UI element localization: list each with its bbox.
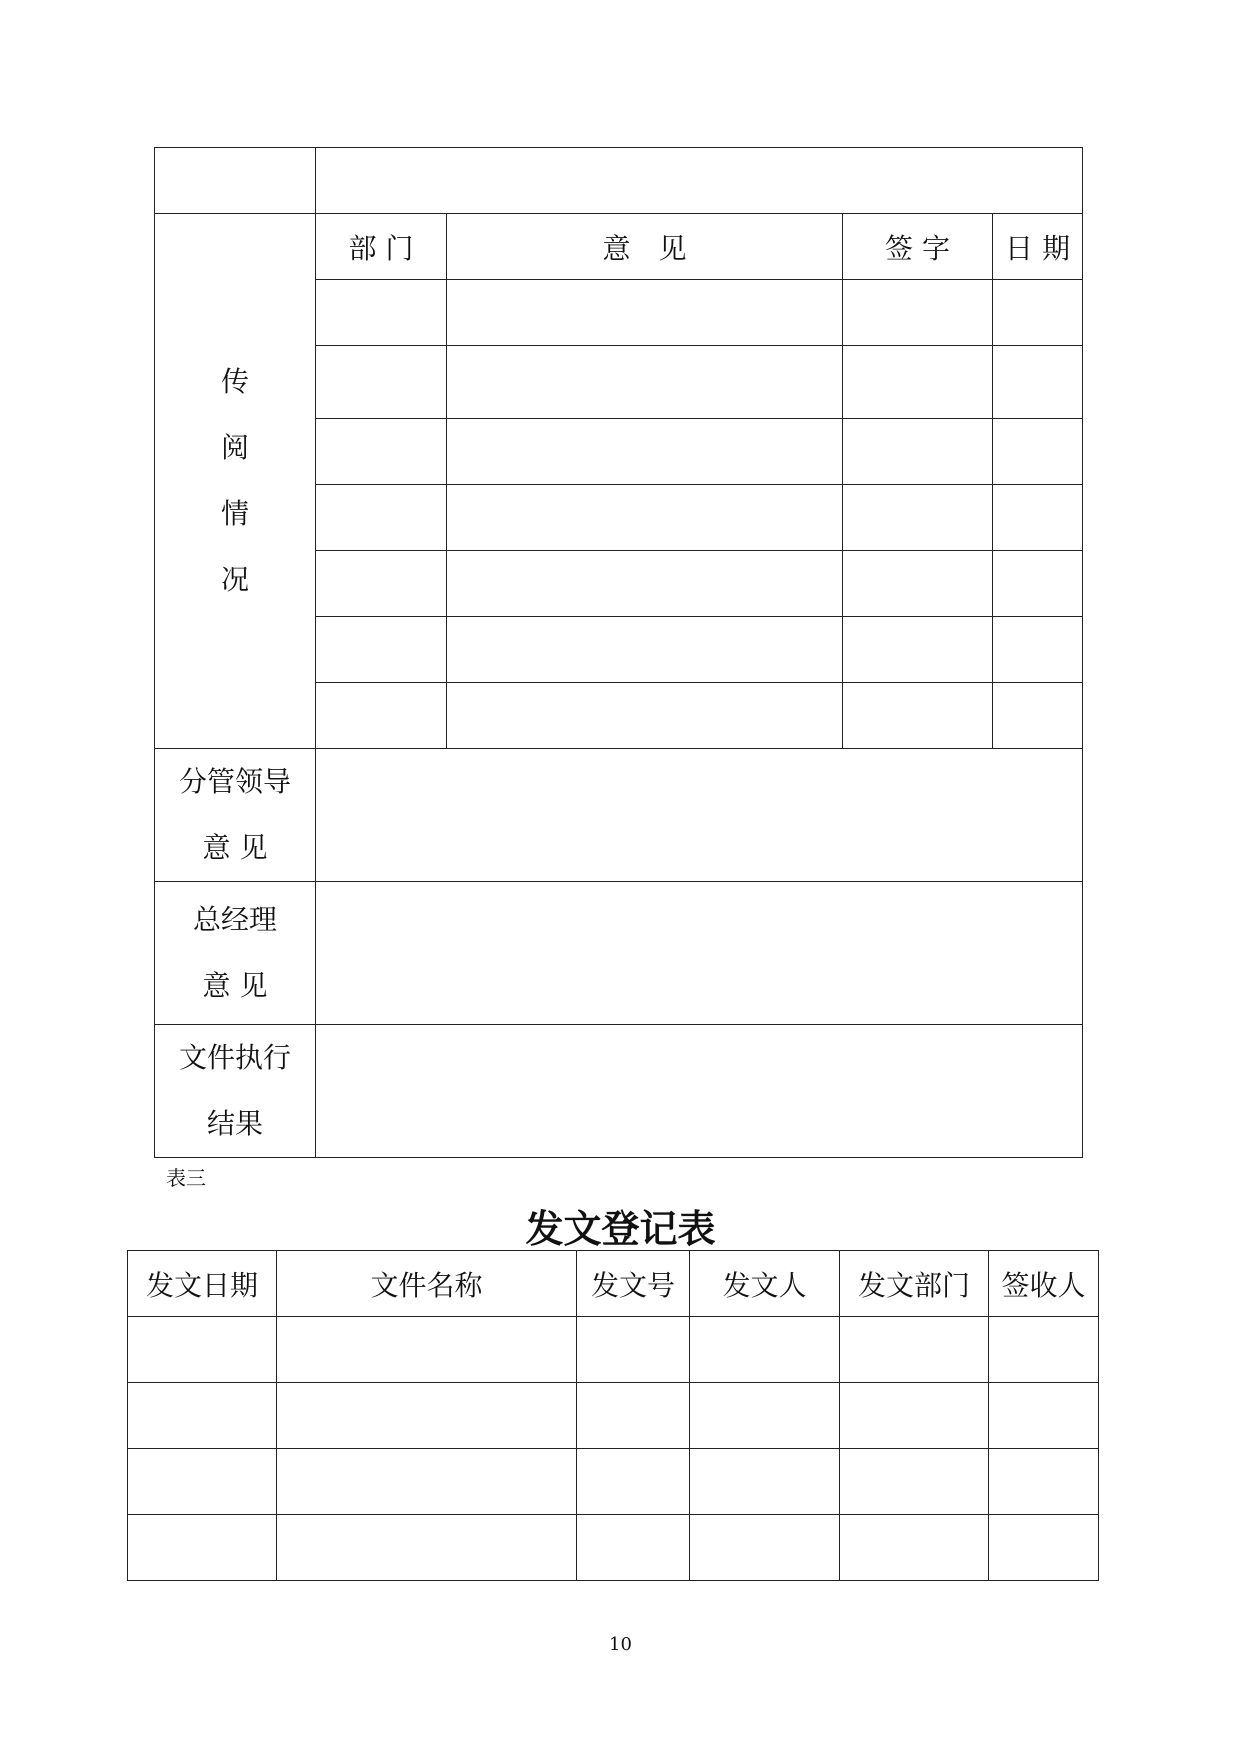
table-caption: 表三 <box>166 1166 206 1190</box>
input-cell[interactable] <box>447 419 843 485</box>
circulation-char: 况 <box>220 563 249 596</box>
section-label-line: 分管领导 <box>178 765 291 798</box>
input-cell[interactable] <box>128 1317 277 1383</box>
section-label-line: 结果 <box>206 1107 263 1140</box>
input-cell[interactable] <box>128 1515 277 1581</box>
table-row <box>128 1449 1099 1515</box>
circulation-char: 阅 <box>220 431 249 464</box>
input-cell[interactable] <box>128 1449 277 1515</box>
input-cell[interactable] <box>989 1383 1099 1449</box>
input-cell[interactable] <box>840 1317 989 1383</box>
section-label-result <box>155 1025 316 1158</box>
input-cell[interactable] <box>316 617 447 683</box>
input-cell[interactable] <box>577 1515 690 1581</box>
input-cell[interactable] <box>993 346 1083 419</box>
header-signature: 签 字 <box>843 214 993 280</box>
table-row <box>128 1515 1099 1581</box>
section-row <box>155 749 1083 882</box>
input-cell[interactable] <box>843 617 993 683</box>
header-row <box>128 1251 1099 1317</box>
input-cell[interactable] <box>447 485 843 551</box>
input-cell[interactable] <box>447 551 843 617</box>
section-row <box>155 882 1083 1025</box>
header-sender: 发文人 <box>690 1251 840 1317</box>
input-cell[interactable] <box>993 419 1083 485</box>
circulation-char: 传 <box>220 365 249 398</box>
input-cell[interactable] <box>577 1449 690 1515</box>
input-cell[interactable] <box>316 551 447 617</box>
input-cell[interactable] <box>316 346 447 419</box>
input-cell[interactable] <box>993 280 1083 346</box>
input-cell[interactable] <box>843 485 993 551</box>
input-cell[interactable] <box>316 485 447 551</box>
input-cell[interactable] <box>843 683 993 749</box>
section-label-line: 意 见 <box>202 831 268 864</box>
circulation-label-cell <box>155 214 316 749</box>
input-cell[interactable] <box>690 1317 840 1383</box>
execution-result-field[interactable] <box>316 1025 1083 1158</box>
input-cell[interactable] <box>577 1317 690 1383</box>
header-date: 日 期 <box>993 214 1083 280</box>
input-cell[interactable] <box>277 1449 577 1515</box>
page-number: 10 <box>609 1634 632 1655</box>
input-cell[interactable] <box>993 683 1083 749</box>
input-cell[interactable] <box>316 419 447 485</box>
input-cell[interactable] <box>447 346 843 419</box>
input-cell[interactable] <box>993 551 1083 617</box>
input-cell[interactable] <box>840 1449 989 1515</box>
input-cell[interactable] <box>993 617 1083 683</box>
input-cell[interactable] <box>277 1317 577 1383</box>
input-cell[interactable] <box>690 1515 840 1581</box>
section-label-line: 总经理 <box>192 903 277 936</box>
input-cell[interactable] <box>690 1383 840 1449</box>
section-label-gm <box>155 882 316 1025</box>
input-cell[interactable] <box>840 1383 989 1449</box>
header-dispatch-date: 发文日期 <box>128 1251 277 1317</box>
section-label-line: 文件执行 <box>178 1041 291 1074</box>
input-cell[interactable] <box>993 485 1083 551</box>
input-cell[interactable] <box>843 280 993 346</box>
input-cell[interactable] <box>128 1383 277 1449</box>
input-cell[interactable] <box>843 551 993 617</box>
input-cell[interactable] <box>843 419 993 485</box>
input-cell[interactable] <box>989 1317 1099 1383</box>
input-cell[interactable] <box>577 1383 690 1449</box>
page-title: 发文登记表 <box>525 1207 716 1251</box>
header-department: 部 门 <box>316 214 447 280</box>
input-cell[interactable] <box>316 280 447 346</box>
input-cell[interactable] <box>316 683 447 749</box>
input-cell[interactable] <box>277 1383 577 1449</box>
circulation-label <box>221 349 249 613</box>
dispatch-register-table <box>127 1250 1099 1581</box>
header-dispatch-number: 发文号 <box>577 1251 690 1317</box>
input-cell[interactable] <box>989 1449 1099 1515</box>
circulation-char: 情 <box>220 497 249 530</box>
input-cell[interactable] <box>277 1515 577 1581</box>
routing-form-table <box>154 147 1083 1158</box>
section-label-line: 意 见 <box>202 969 268 1002</box>
input-cell[interactable] <box>843 346 993 419</box>
section-label-leader <box>155 749 316 882</box>
table-row <box>128 1383 1099 1449</box>
gm-opinion-field[interactable] <box>316 882 1083 1025</box>
section-row <box>155 1025 1083 1158</box>
leader-opinion-field[interactable] <box>316 749 1083 882</box>
header-dispatch-department: 发文部门 <box>840 1251 989 1317</box>
input-cell[interactable] <box>989 1515 1099 1581</box>
input-cell[interactable] <box>447 617 843 683</box>
input-cell[interactable] <box>690 1449 840 1515</box>
input-cell[interactable] <box>840 1515 989 1581</box>
header-file-name: 文件名称 <box>277 1251 577 1317</box>
input-cell[interactable] <box>447 280 843 346</box>
table-row <box>128 1317 1099 1383</box>
header-opinion: 意 见 <box>447 214 843 280</box>
header-recipient: 签收人 <box>989 1251 1099 1317</box>
blank-cell <box>316 148 1083 214</box>
input-cell[interactable] <box>447 683 843 749</box>
blank-cell <box>155 148 316 214</box>
